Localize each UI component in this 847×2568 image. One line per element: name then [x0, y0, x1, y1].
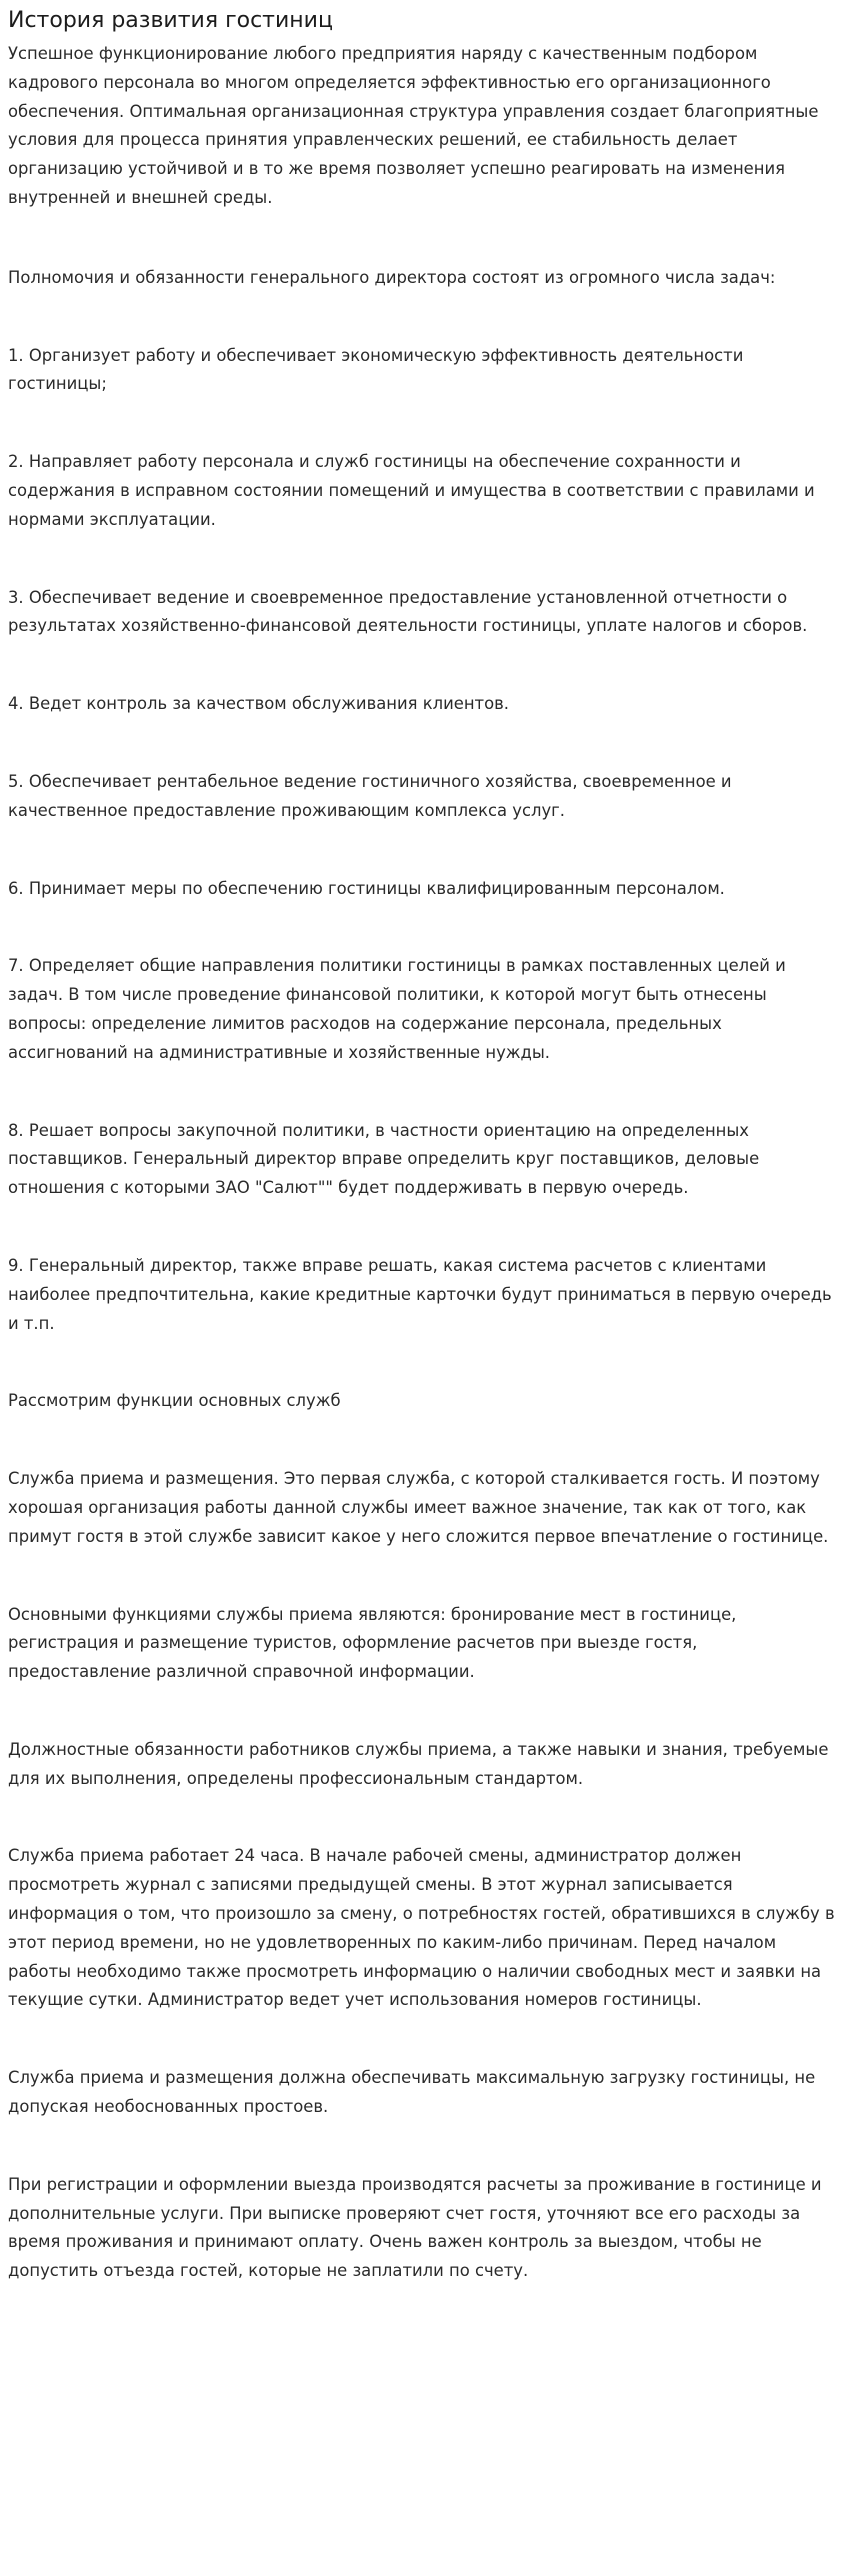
paragraph-reception-service: Служба приема и размещения. Это первая служба, с которой сталкивается гость. И поэтому хорошая организация работы данной службы имеет важное значение, так как от того, как примут гостя в этой службе зависит какое у него сложится первое впечатление о гостинице. [8, 1469, 829, 1546]
paragraph-reception-functions: Основными функциями службы приема являются: бронирование мест в гостинице, регистрация и размещение туристов, оформление расчетов при выезде гостя, предоставление различной справочной информации. [8, 1604, 737, 1682]
paragraph-duty-8: 8. Решает вопросы закупочной политики, в частности ориентацию на определенных поставщиков. Генеральный директор вправе определить круг поставщиков, деловые отношения с которыми ЗАО "Салют"" будет поддерживать в первую очередь. [8, 1120, 760, 1198]
paragraph-duty-9: 9. Генеральный директор, также вправе решать, какая система расчетов с клиентами наиболее предпочтительна, какие кредитные карточки будут приниматься в первую очередь и т.п. [8, 1255, 832, 1333]
paragraph-intro: Успешное функционирование любого предприятия наряду с качественным подбором кадрового персонала во многом определяется эффективностью его организационного обеспечения. Оптимальная организационная структура управления создает благоприятные условия для процесса принятия управленческих решений, ее стабильность делает организацию устойчивой и в то же время позволяет успешно реагировать на изменения внутренней и внешней среды. [8, 44, 819, 207]
paragraph-services-intro: Рассмотрим функции основных служб [8, 1391, 341, 1411]
paragraph-duty-2: 2. Направляет работу персонала и служб гостиницы на обеспечение сохранности и содержания в исправном состоянии помещений и имущества в соответствии с правилами и нормами эксплуатации. [8, 452, 815, 529]
paragraph-duty-3: 3. Обеспечивает ведение и своевременное предоставление установленной отчетности о результатах хозяйственно-финансовой деятельности гостиницы, уплате налогов и сборов. [8, 587, 808, 636]
paragraph-duty-1: 1. Организует работу и обеспечивает экономическую эффективность деятельности гостиницы; [8, 345, 744, 394]
paragraph-duty-6: 6. Принимает меры по обеспечению гостиницы квалифицированным персоналом. [8, 878, 725, 898]
paragraph-reception-hours: Служба приема работает 24 часа. В начале рабочей смены, администратор должен просмотреть журнал с записями предыдущей смены. В этот журнал записывается информация о том, что произошло за смену, о потребностях гостей, обратившихся в службу в этот период времени, но не удовлетворенных по каким-либо причинам. Перед началом работы необходимо также просмотреть информацию о наличии свободных мест и заявки на текущие сутки. Администратор ведет учет использования номеров гостиницы. [8, 1846, 835, 2010]
paragraph-duty-4: 4. Ведет контроль за качеством обслуживания клиентов. [8, 694, 509, 714]
paragraph-reception-standards: Должностные обязанности работников службы приема, а также навыки и знания, требуемые для их выполнения, определены профессиональным стандартом. [8, 1739, 829, 1788]
paragraph-duty-7: 7. Определяет общие направления политики гостиницы в рамках поставленных целей и задач. В том числе проведение финансовой политики, к которой могут быть отнесены вопросы: определение лимитов расходов на содержание персонала, предельных ассигнований на административные и хозяйственные нужды. [8, 956, 786, 1062]
page-title: История развития гостиниц [8, 8, 333, 33]
paragraph-reception-occupancy: Служба приема и размещения должна обеспечивать максимальную загрузку гостиницы, не допуская необоснованных простоев. [8, 2068, 816, 2117]
paragraph-duty-5: 5. Обеспечивает рентабельное ведение гостиничного хозяйства, своевременное и качественное предоставление проживающим комплекса услуг. [8, 771, 732, 820]
paragraph-checkout: При регистрации и оформлении выезда производятся расчеты за проживание в гостинице и дополнительные услуги. При выписке проверяют счет гостя, уточняют все его расходы за время проживания и принимают оплату. Очень важен контроль за выездом, чтобы не допустить отъезда гостей, которые не заплатили по счету. [8, 2174, 822, 2281]
paragraph-director-duties-intro: Полномочия и обязанности генерального директора состоят из огромного числа задач: [8, 267, 776, 287]
